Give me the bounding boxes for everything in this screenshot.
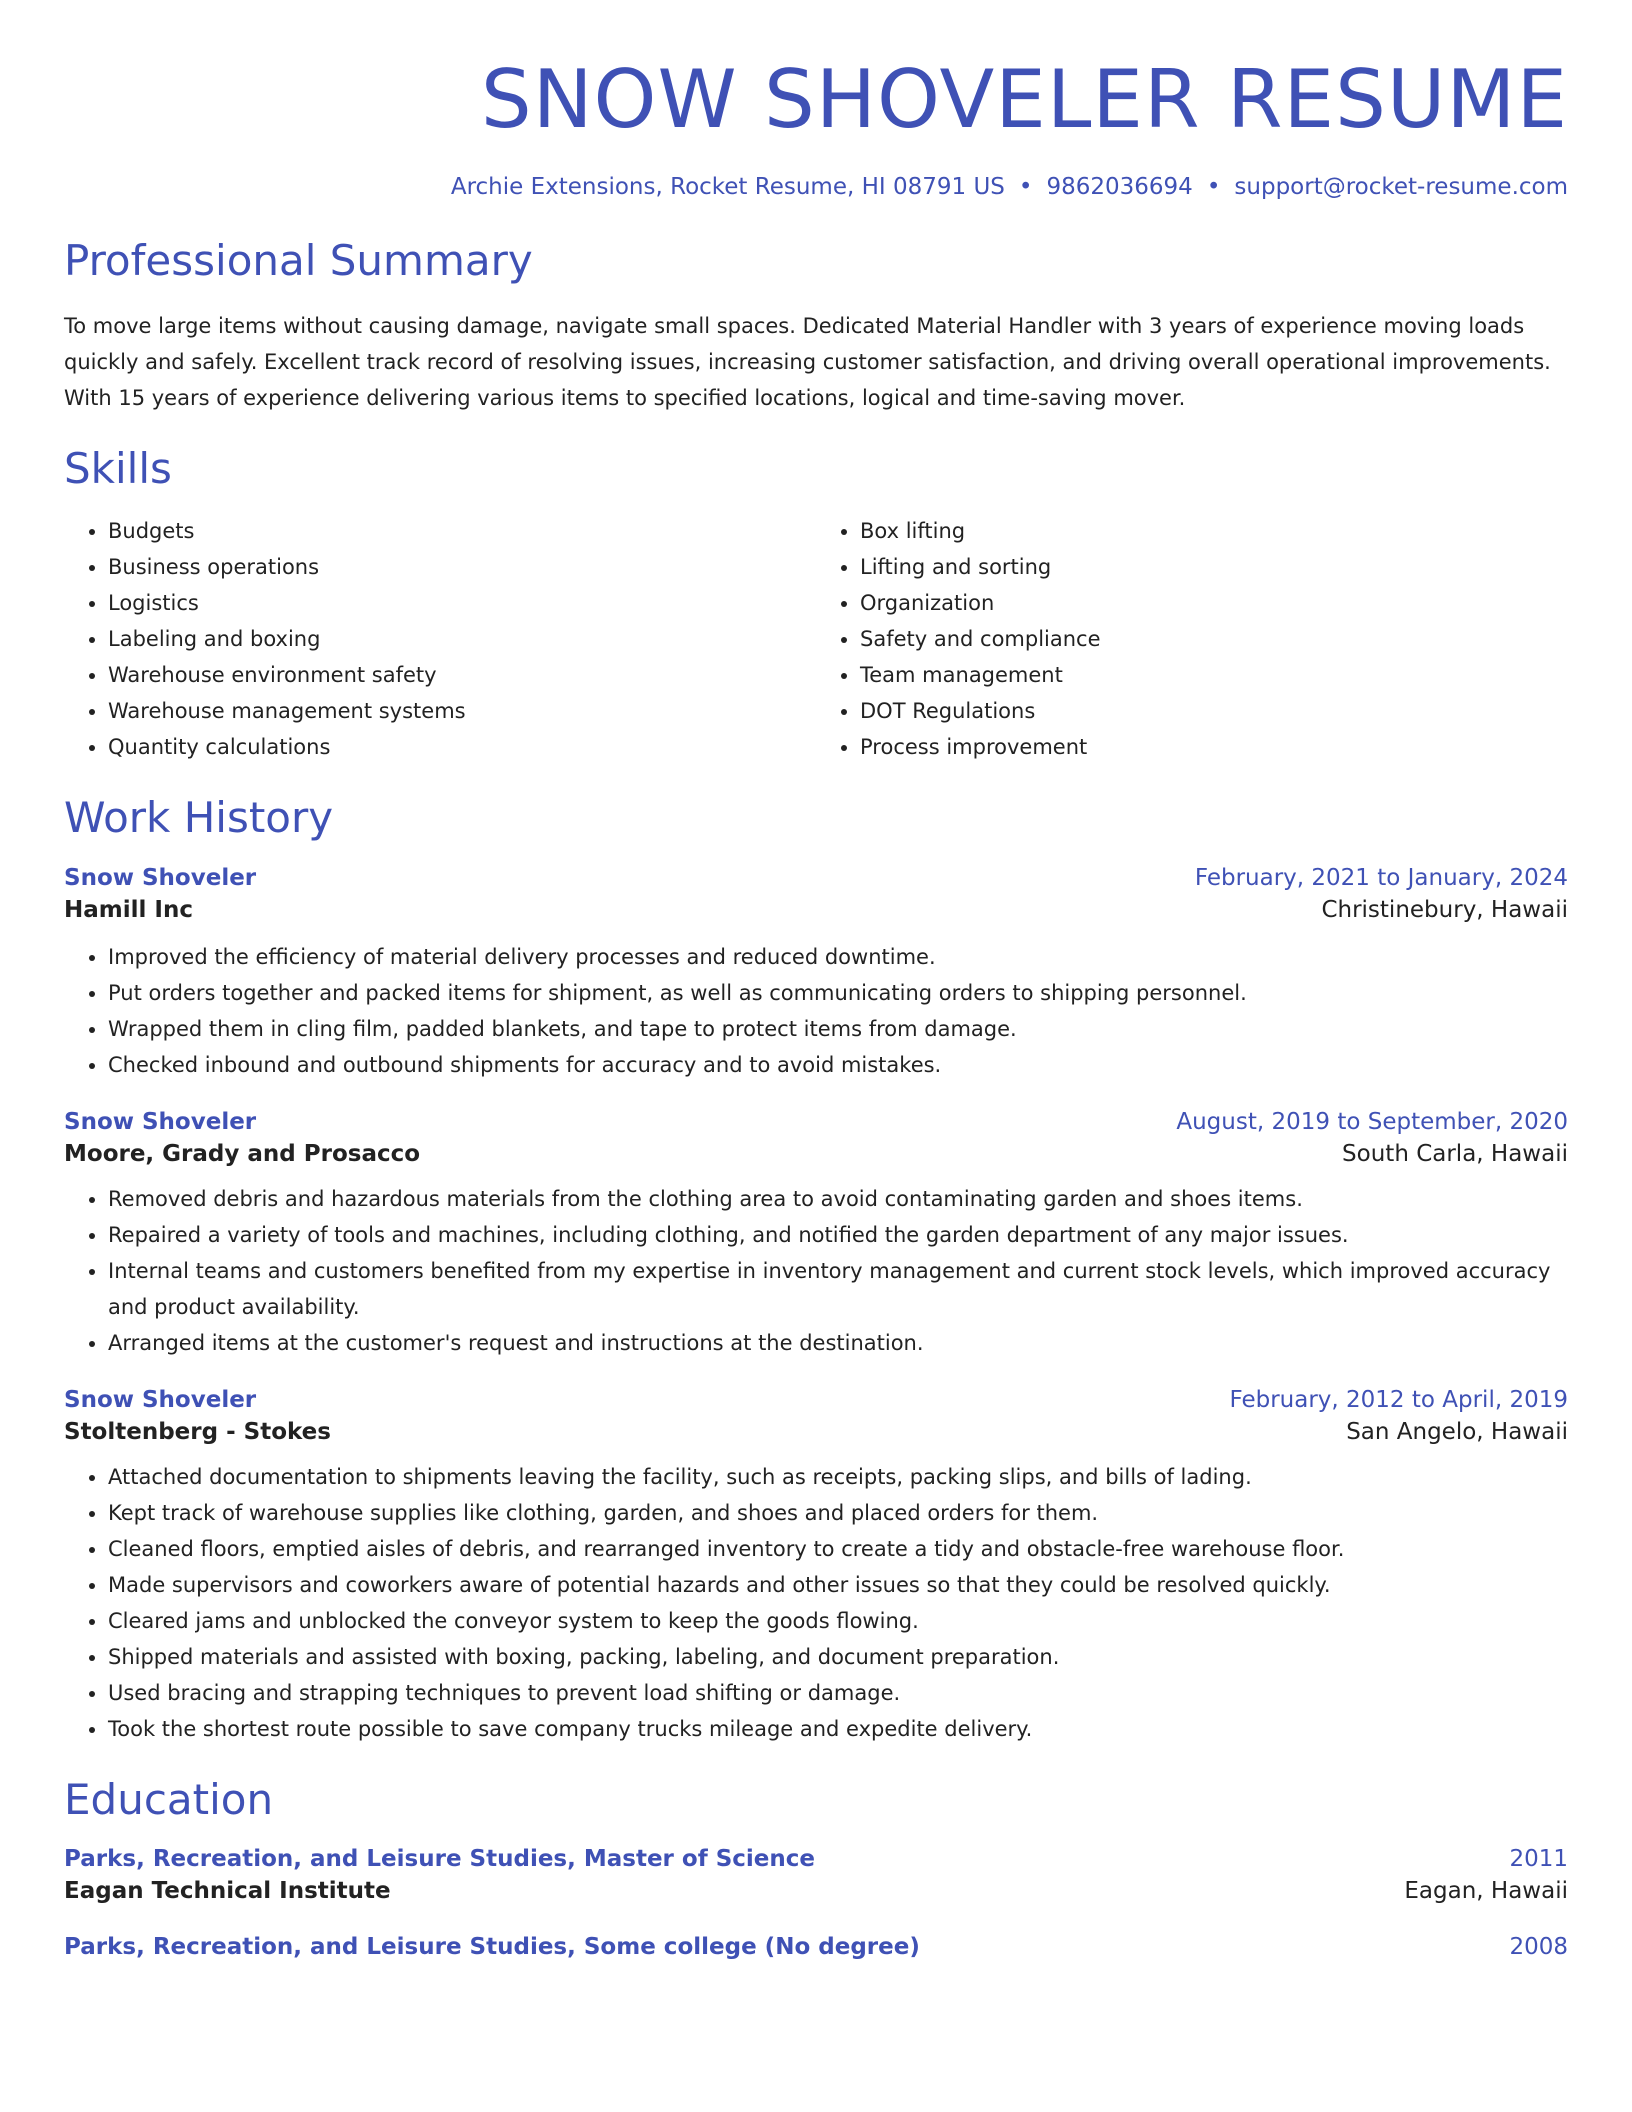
education-year: 2008	[1509, 1933, 1568, 1960]
address: Archie Extensions, Rocket Resume, HI 08791 US	[450, 174, 1005, 200]
education-header	[64, 1934, 1568, 1960]
job-bullet: • Kept track of warehouse supplies like clothing, garden, and shoes and placed orders for them.	[108, 1495, 1568, 1531]
job-bullet: • Wrapped them in cling film, padded blankets, and tape to protect items from damage.	[108, 1011, 1568, 1047]
job-entry	[64, 865, 1568, 1083]
job-bullets	[64, 939, 1568, 1083]
job-location: South Carla, Hawaii	[1342, 1141, 1568, 1168]
job-bullet: • Checked inbound and outbound shipments for accuracy and to avoid mistakes.	[108, 1047, 1568, 1083]
job-entry	[64, 1387, 1568, 1747]
job-bullet: • Cleared jams and unblocked the conveyor system to keep the goods flowing.	[108, 1603, 1568, 1639]
job-role: Snow Shoveler	[64, 1387, 257, 1414]
skill-item: • Labeling and boxing	[108, 621, 816, 657]
job-bullet: • Internal teams and customers benefited from my expertise in inventory management and current stock levels, which improved accuracy and product availability.	[108, 1253, 1568, 1325]
job-bullet: • Made supervisors and coworkers aware of potential hazards and other issues so that they could be resolved quickly.	[108, 1567, 1568, 1603]
education-school: Eagan Technical Institute	[64, 1877, 391, 1904]
education-section	[64, 1775, 1568, 1959]
skill-item: • Logistics	[108, 585, 816, 621]
summary-text: To move large items without causing damage, navigate small spaces. Dedicated Material Handler with 3 years of experience moving loads quickly and safely. Excellent track record of resolving issues, increasing customer satisfaction, and driving overall operational improvements. With 15 years of experience delivering various items to specified locations, logical and time-saving mover.	[64, 314, 1551, 411]
skill-item: • DOT Regulations	[860, 693, 1568, 729]
skill-item: • Box lifting	[860, 513, 1568, 549]
separator-dot: •	[1206, 174, 1221, 200]
skills-section	[64, 444, 1568, 764]
separator-dot: •	[1018, 174, 1033, 200]
education-entry	[64, 1846, 1568, 1904]
job-bullets	[64, 1181, 1568, 1361]
skill-item: • Business operations	[108, 549, 816, 585]
education-year: 2011	[1509, 1845, 1568, 1872]
section-title-skills: Skills	[64, 444, 172, 494]
education-location: Eagan, Hawaii	[1404, 1877, 1568, 1904]
skill-item: • Warehouse management systems	[108, 693, 816, 729]
skill-item: • Quantity calculations	[108, 729, 816, 765]
job-subheader	[64, 897, 1568, 923]
job-dates: February, 2021 to January, 2024	[1194, 865, 1568, 892]
job-bullet: • Removed debris and hazardous materials from the clothing area to avoid contaminating garden and shoes items.	[108, 1181, 1568, 1217]
job-role: Snow Shoveler	[64, 1109, 257, 1136]
job-bullet: • Used bracing and strapping techniques to prevent load shifting or damage.	[108, 1675, 1568, 1711]
job-header	[64, 1387, 1568, 1413]
resume-title: SNOW SHOVELER RESUME	[480, 53, 1568, 146]
job-header	[64, 865, 1568, 891]
education-degree: Parks, Recreation, and Leisure Studies, Master of Science	[64, 1845, 816, 1872]
work-section	[64, 793, 1568, 1747]
summary-section	[64, 236, 1568, 416]
job-role: Snow Shoveler	[64, 865, 257, 892]
contact-line	[64, 174, 1568, 200]
skill-item: • Team management	[860, 657, 1568, 693]
job-bullet: • Cleaned floors, emptied aisles of debris, and rearranged inventory to create a tidy and obstacle-free warehouse floor.	[108, 1531, 1568, 1567]
job-company: Moore, Grady and Prosacco	[64, 1141, 421, 1168]
skills-right-list	[816, 513, 1568, 765]
job-header	[64, 1109, 1568, 1135]
job-company: Stoltenberg - Stokes	[64, 1419, 331, 1446]
job-dates: February, 2012 to April, 2019	[1229, 1387, 1568, 1414]
job-bullet: • Attached documentation to shipments leaving the facility, such as receipts, packing slips, and bills of lading.	[108, 1459, 1568, 1495]
education-degree: Parks, Recreation, and Leisure Studies, Some college (No degree)	[64, 1933, 920, 1960]
job-bullet: • Improved the efficiency of material delivery processes and reduced downtime.	[108, 939, 1568, 975]
education-subheader	[64, 1878, 1568, 1904]
skill-item: • Organization	[860, 585, 1568, 621]
job-location: San Angelo, Hawaii	[1346, 1419, 1568, 1446]
skills-columns	[64, 513, 1568, 765]
resume-header	[64, 0, 1568, 200]
skill-item: • Process improvement	[860, 729, 1568, 765]
section-title-work: Work History	[64, 792, 334, 842]
skill-item: • Warehouse environment safety	[108, 657, 816, 693]
education-header	[64, 1846, 1568, 1872]
email-link[interactable]: support@rocket-resume.com	[1234, 174, 1568, 200]
job-entry	[64, 1109, 1568, 1361]
skill-item: • Budgets	[108, 513, 816, 549]
job-bullet: • Shipped materials and assisted with boxing, packing, labeling, and document preparation.	[108, 1639, 1568, 1675]
section-title-education: Education	[64, 1775, 274, 1825]
job-bullet: • Put orders together and packed items for shipment, as well as communicating orders to shipping personnel.	[108, 975, 1568, 1011]
job-location: Christinebury, Hawaii	[1321, 897, 1568, 924]
job-bullets	[64, 1459, 1568, 1747]
skills-left-list	[64, 513, 816, 765]
job-bullet: • Arranged items at the customer's request and instructions at the destination.	[108, 1325, 1568, 1361]
job-subheader	[64, 1141, 1568, 1167]
skill-item: • Lifting and sorting	[860, 549, 1568, 585]
skill-item: • Safety and compliance	[860, 621, 1568, 657]
job-company: Hamill Inc	[64, 897, 193, 924]
education-entry	[64, 1934, 1568, 1960]
job-bullet: • Repaired a variety of tools and machines, including clothing, and notified the garden department of any major issues.	[108, 1217, 1568, 1253]
job-bullet: • Took the shortest route possible to save company trucks mileage and expedite delivery.	[108, 1711, 1568, 1747]
section-title-summary: Professional Summary	[64, 236, 533, 285]
phone: 9862036694	[1046, 174, 1193, 200]
job-dates: August, 2019 to September, 2020	[1176, 1109, 1568, 1136]
job-subheader	[64, 1419, 1568, 1445]
